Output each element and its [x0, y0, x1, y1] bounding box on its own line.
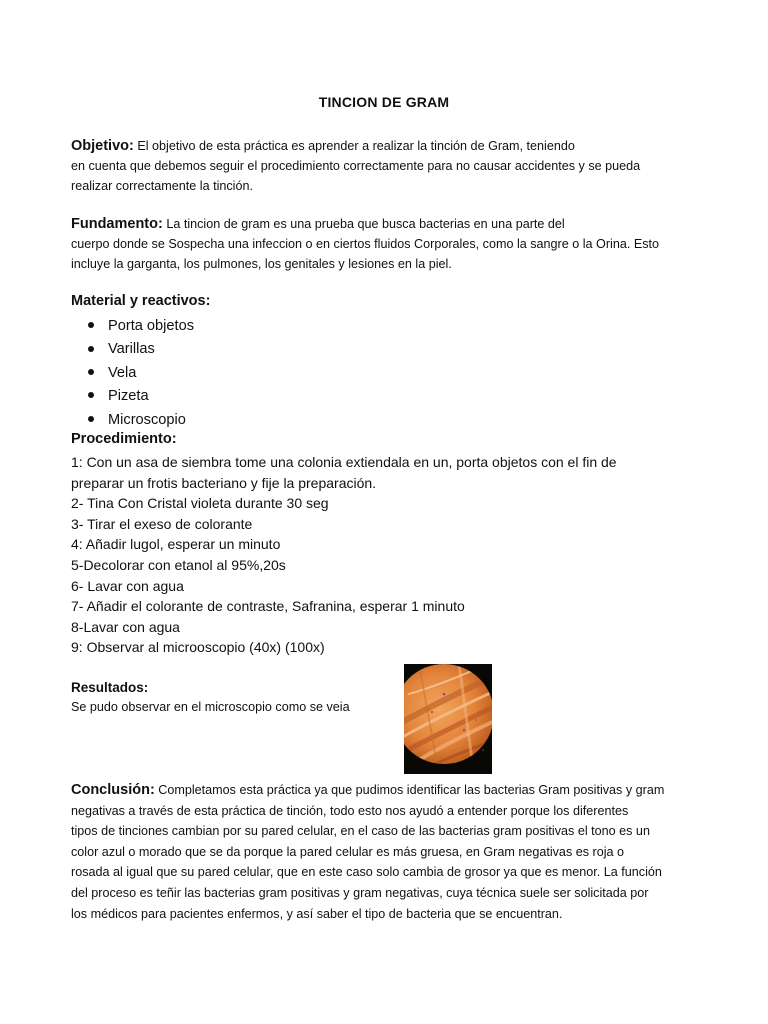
- bullet-icon: [88, 369, 94, 375]
- objetivo-line-3: realizar correctamente la tinción.: [71, 179, 253, 193]
- list-item: [88, 409, 194, 432]
- material-item-label: Varillas: [108, 341, 155, 358]
- procedure-line: 7- Añadir el colorante de contraste, Safranina, esperar 1 minuto: [71, 598, 465, 615]
- microscope-view-graphic: [404, 664, 492, 774]
- procedure-line: 9: Observar al microoscopio (40x) (100x): [71, 639, 325, 656]
- procedure-line: 4: Añadir lugol, esperar un minuto: [71, 536, 281, 553]
- conclusion-line: Completamos esta práctica ya que pudimos identificar las bacterias Gram positivas y gram: [158, 783, 665, 797]
- conclusion-line: color azul o morado que se da porque la pared celular es más gruesa, en Gram negativas es roja o: [71, 844, 625, 859]
- list-item: [88, 362, 194, 385]
- bullet-icon: [88, 322, 94, 328]
- list-item: [88, 385, 194, 408]
- fundamento-line-1: La tincion de gram es una prueba que busca bacterias en una parte del: [166, 217, 565, 231]
- objetivo-section: [71, 136, 721, 196]
- bullet-icon: [88, 346, 94, 352]
- procedure-line: 3- Tirar el exeso de colorante: [71, 515, 253, 532]
- fundamento-line-2: cuerpo donde se Sospecha una infeccion o en ciertos fluidos Corporales, como la sangre o la Orina. Esto: [71, 237, 660, 251]
- conclusion-section: [71, 780, 721, 924]
- material-item-label: Vela: [108, 364, 137, 381]
- bullet-icon: [88, 416, 94, 422]
- conclusion-line: negativas a través de esta práctica de tinción, todo esto nos ayudó a entender porque los diferentes: [71, 803, 629, 818]
- objetivo-label: Objetivo:: [71, 138, 134, 154]
- bullet-icon: [88, 392, 94, 398]
- document-title: TINCION DE GRAM: [318, 94, 450, 110]
- fundamento-section: [71, 214, 721, 274]
- resultados-heading: Resultados:: [71, 680, 149, 695]
- conclusion-line: tipos de tinciones cambian por su pared celular, en el caso de las bacterias gram positivas el tono es un: [71, 824, 650, 839]
- objetivo-line-1: El objetivo de esta práctica es aprender a realizar la tinción de Gram, teniendo: [137, 139, 575, 153]
- procedure-line: preparar un frotis bacteriano y fije la preparación.: [71, 474, 377, 491]
- material-item-label: Microscopio: [108, 411, 186, 428]
- objetivo-line-2: en cuenta que debemos seguir el procedimiento correctamente para no causar accidentes y se pueda: [71, 159, 641, 173]
- conclusion-label: Conclusión:: [71, 782, 155, 798]
- procedure-line: 5-Decolorar con etanol al 95%,20s: [71, 556, 286, 573]
- procedimiento-heading: Procedimiento:: [71, 431, 177, 447]
- material-list: [88, 315, 194, 432]
- material-item-label: Pizeta: [108, 388, 149, 405]
- resultados-text: Se pudo observar en el microscopio como se veia: [71, 700, 350, 714]
- conclusion-line: los médicos para pacientes enfermos, y así saber el tipo de bacteria que se encuentran.: [71, 906, 563, 921]
- procedimiento-steps: [71, 452, 721, 658]
- procedure-line: 2- Tina Con Cristal violeta durante 30 seg: [71, 495, 329, 512]
- material-heading: Material y reactivos:: [71, 293, 211, 309]
- list-item: [88, 338, 194, 361]
- procedure-line: 1: Con un asa de siembra tome una colonia extiendala en un, porta objetos con el fin de: [71, 454, 617, 470]
- conclusion-line: rosada al igual que su pared celular, que en este caso solo cambia de grosor ya que es menor. La función: [71, 865, 662, 880]
- list-item: [88, 315, 194, 338]
- material-item-label: Porta objetos: [108, 318, 194, 334]
- conclusion-line: del proceso es teñir las bacterias gram positivas y gram negativas, cuya técnica suele ser solicitada por: [71, 885, 649, 900]
- microscope-image: [404, 664, 492, 774]
- procedure-line: 8-Lavar con agua: [71, 618, 180, 635]
- procedure-line: 6- Lavar con agua: [71, 577, 184, 594]
- fundamento-label: Fundamento:: [71, 216, 163, 232]
- fundamento-line-3: incluye la garganta, los pulmones, los genitales y lesiones en la piel.: [71, 257, 452, 271]
